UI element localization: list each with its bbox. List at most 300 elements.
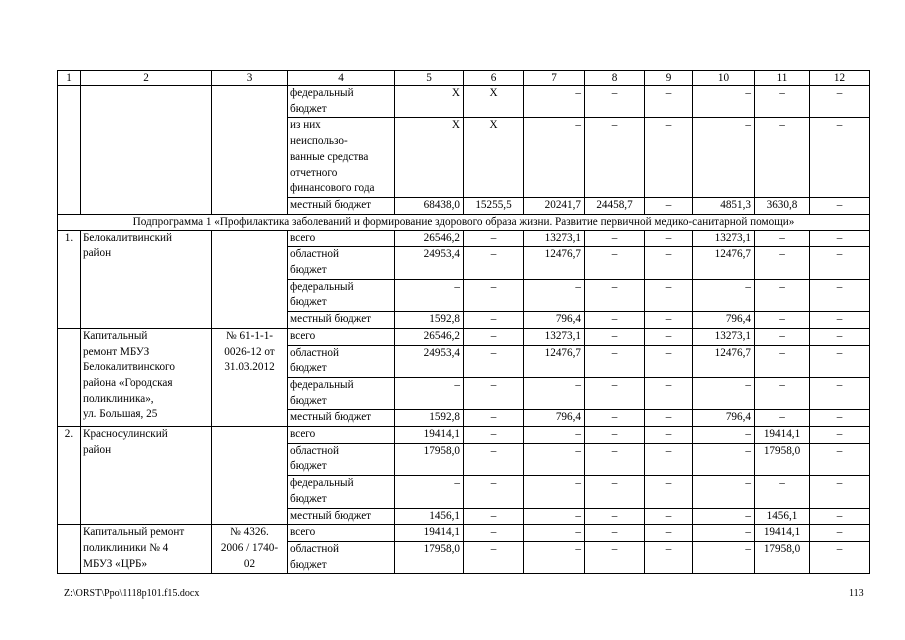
funding-source-cell <box>288 443 395 475</box>
value-cell <box>464 279 524 311</box>
value-cell <box>464 525 524 542</box>
funding-source-label: местный бюджет <box>290 313 372 326</box>
funding-source-label: областной <box>290 542 339 555</box>
value-text: – <box>665 280 672 293</box>
value-text: – <box>836 542 843 555</box>
value-cell <box>585 508 645 525</box>
value-text: 17958,0 <box>423 542 460 555</box>
value-cell <box>693 476 755 508</box>
value-cell <box>755 410 810 427</box>
value-cell <box>464 345 524 377</box>
value-text: – <box>745 428 751 441</box>
object-name-cell <box>81 525 212 574</box>
value-cell <box>395 377 464 409</box>
value-text: 13273,1 <box>714 329 751 342</box>
value-cell <box>755 230 810 247</box>
value-text: – <box>665 346 672 359</box>
value-cell <box>395 476 464 508</box>
value-text: – <box>779 280 785 293</box>
value-cell <box>810 345 870 377</box>
document-cell <box>212 525 288 574</box>
value-text: – <box>779 313 785 326</box>
value-cell <box>585 312 645 329</box>
value-cell <box>524 476 585 508</box>
value-text: – <box>575 509 581 522</box>
funding-source-label: бюджет <box>290 102 327 115</box>
value-cell <box>693 118 755 198</box>
value-cell <box>693 312 755 329</box>
value-cell <box>464 230 524 247</box>
value-text: 17958,0 <box>763 542 801 555</box>
value-text: – <box>575 526 581 539</box>
value-text: – <box>490 280 497 293</box>
value-text: – <box>490 346 497 359</box>
object-name-line: район <box>83 443 112 456</box>
value-text: 24953,4 <box>423 346 460 359</box>
value-text: – <box>490 477 497 490</box>
value-cell <box>464 508 524 525</box>
value-text: – <box>745 378 751 391</box>
row-number-cell: 2. <box>58 427 81 525</box>
table-row <box>58 427 870 444</box>
value-text: – <box>575 428 581 441</box>
funding-source-cell <box>288 525 395 542</box>
value-cell <box>524 525 585 542</box>
value-cell <box>645 312 693 329</box>
funding-source-label: бюджет <box>290 558 327 571</box>
funding-source-label: областной <box>290 444 339 457</box>
value-cell <box>645 410 693 427</box>
value-cell <box>524 279 585 311</box>
value-text: 796,4 <box>555 411 581 424</box>
value-text: – <box>665 329 672 342</box>
value-text: 1592,8 <box>429 313 460 326</box>
object-name-line: поликлиника», <box>83 392 154 405</box>
value-cell <box>645 328 693 345</box>
value-cell <box>585 86 645 118</box>
value-text: – <box>490 509 497 522</box>
value-text: – <box>454 280 460 293</box>
value-cell <box>524 427 585 444</box>
value-text: – <box>611 329 618 342</box>
object-name-line: ремонт МБУЗ <box>83 345 150 358</box>
funding-source-label: областной <box>290 248 339 261</box>
funding-source-cell <box>288 328 395 345</box>
object-name-line: ул. Большая, 25 <box>83 408 158 421</box>
value-cell <box>810 377 870 409</box>
row-number-cell <box>58 525 81 574</box>
value-cell <box>755 443 810 475</box>
value-cell <box>585 377 645 409</box>
value-cell <box>755 508 810 525</box>
value-cell <box>810 541 870 573</box>
value-text: – <box>575 444 581 457</box>
value-text: – <box>779 248 785 261</box>
value-text: – <box>490 411 497 424</box>
value-text: – <box>665 526 672 539</box>
value-cell <box>810 427 870 444</box>
column-number: 11 <box>755 71 810 86</box>
value-text: 1592,8 <box>429 411 460 424</box>
value-cell <box>693 279 755 311</box>
value-cell <box>464 118 524 198</box>
funding-source-label: бюджет <box>290 362 327 375</box>
value-text: 12476,7 <box>544 248 581 261</box>
value-cell <box>395 279 464 311</box>
funding-source-cell <box>288 476 395 508</box>
value-cell <box>524 86 585 118</box>
value-text: 26546,2 <box>423 231 460 244</box>
value-text: – <box>836 231 843 244</box>
value-text: 796,4 <box>725 313 751 326</box>
value-text: – <box>611 231 618 244</box>
value-text: – <box>745 509 751 522</box>
value-cell <box>395 197 464 214</box>
value-text: – <box>836 198 843 211</box>
value-cell <box>395 312 464 329</box>
value-cell <box>524 230 585 247</box>
value-cell <box>645 541 693 573</box>
value-cell <box>810 230 870 247</box>
value-cell <box>585 230 645 247</box>
value-text: – <box>665 411 672 424</box>
value-cell <box>645 230 693 247</box>
value-cell <box>810 525 870 542</box>
value-text: – <box>611 509 618 522</box>
value-cell <box>693 410 755 427</box>
value-cell <box>524 410 585 427</box>
value-cell <box>524 377 585 409</box>
value-text: 17958,0 <box>763 444 801 457</box>
value-text: – <box>611 477 618 490</box>
value-cell <box>645 476 693 508</box>
value-text: – <box>665 428 672 441</box>
value-text: – <box>665 231 672 244</box>
funding-source-label: бюджет <box>290 394 327 407</box>
value-cell <box>585 328 645 345</box>
value-cell <box>395 345 464 377</box>
value-cell <box>693 247 755 279</box>
value-cell <box>645 86 693 118</box>
funding-source-label: всего <box>290 526 316 539</box>
value-cell <box>810 197 870 214</box>
value-cell <box>464 328 524 345</box>
column-number: 2 <box>81 71 212 86</box>
value-cell <box>645 279 693 311</box>
column-number: 8 <box>585 71 645 86</box>
value-text: – <box>836 329 843 342</box>
value-cell <box>524 197 585 214</box>
value-cell <box>693 230 755 247</box>
value-cell <box>810 279 870 311</box>
value-cell <box>645 443 693 475</box>
value-text: – <box>745 526 751 539</box>
funding-source-label: федеральный <box>290 477 354 490</box>
funding-source-label: местный бюджет <box>290 509 372 522</box>
value-cell <box>755 86 810 118</box>
value-text: – <box>745 280 751 293</box>
value-cell <box>755 427 810 444</box>
funding-source-cell <box>288 410 395 427</box>
funding-source-cell <box>288 247 395 279</box>
funding-source-label: федеральный <box>290 378 354 391</box>
value-text: – <box>779 329 785 342</box>
value-text: – <box>454 378 460 391</box>
document-path: Z:\ORST\Ppo\1118p101.f15.docx <box>64 588 200 599</box>
value-text: 19414,1 <box>763 428 801 441</box>
value-cell <box>464 541 524 573</box>
value-cell <box>464 443 524 475</box>
value-text: Х <box>489 87 498 99</box>
value-cell <box>810 410 870 427</box>
value-text: – <box>611 428 618 441</box>
value-text: – <box>611 411 618 424</box>
document-cell <box>212 427 288 525</box>
value-text: 15255,5 <box>475 198 512 211</box>
value-cell <box>810 86 870 118</box>
budget-table <box>57 70 870 574</box>
value-text: – <box>836 248 843 261</box>
value-cell <box>755 541 810 573</box>
value-text: – <box>490 329 497 342</box>
value-text: – <box>836 87 843 99</box>
value-cell <box>524 541 585 573</box>
document-cell <box>212 328 288 426</box>
value-cell <box>395 443 464 475</box>
value-text: – <box>575 477 581 490</box>
column-number: 12 <box>810 71 870 86</box>
value-text: – <box>836 411 843 424</box>
value-text: – <box>490 542 497 555</box>
value-cell <box>395 525 464 542</box>
document-line: № 4326. <box>230 526 269 539</box>
value-text: Х <box>489 119 498 132</box>
value-text: 12476,7 <box>714 248 751 261</box>
column-number: 7 <box>524 71 585 86</box>
funding-source-cell <box>288 279 395 311</box>
value-text: – <box>490 231 497 244</box>
funding-source-label: бюджет <box>290 492 327 505</box>
value-cell <box>524 328 585 345</box>
value-text: – <box>665 542 672 555</box>
value-text: 17958,0 <box>423 444 460 457</box>
value-cell <box>395 508 464 525</box>
object-name-line: район <box>83 247 112 260</box>
value-text: 24458,7 <box>596 198 633 211</box>
value-text: – <box>490 248 497 261</box>
funding-source-label: местный бюджет <box>290 198 372 211</box>
value-cell <box>464 312 524 329</box>
value-text: – <box>836 280 843 293</box>
column-number-row <box>58 71 870 86</box>
value-cell <box>645 247 693 279</box>
column-number: 4 <box>288 71 395 86</box>
value-cell <box>810 247 870 279</box>
value-text: – <box>611 248 618 261</box>
value-cell <box>810 312 870 329</box>
value-cell <box>645 345 693 377</box>
value-cell <box>755 247 810 279</box>
object-name-cell <box>81 427 212 525</box>
value-text: – <box>611 119 618 132</box>
value-cell <box>395 427 464 444</box>
value-cell <box>645 427 693 444</box>
value-cell <box>585 427 645 444</box>
funding-source-label: неиспользо- <box>290 135 348 148</box>
value-text: – <box>665 313 672 326</box>
value-cell <box>464 86 524 118</box>
value-cell <box>755 476 810 508</box>
table-body <box>58 71 870 574</box>
value-cell <box>810 508 870 525</box>
value-text: 12476,7 <box>714 346 751 359</box>
value-cell <box>464 476 524 508</box>
value-text: 13273,1 <box>544 329 581 342</box>
value-cell <box>585 345 645 377</box>
funding-source-cell <box>288 345 395 377</box>
value-cell <box>755 312 810 329</box>
page-number: 113 <box>849 588 864 599</box>
value-cell <box>464 197 524 214</box>
value-text: – <box>745 87 751 99</box>
value-cell <box>395 118 464 198</box>
table-row <box>58 86 870 118</box>
value-cell <box>755 525 810 542</box>
document-line: 0026-12 от <box>224 345 275 358</box>
value-cell <box>524 508 585 525</box>
row-number-cell <box>58 86 81 215</box>
value-cell <box>693 541 755 573</box>
column-number: 6 <box>464 71 524 86</box>
funding-source-label: областной <box>290 346 339 359</box>
value-text: – <box>665 509 672 522</box>
value-text: 68438,0 <box>423 198 460 211</box>
funding-source-label: всего <box>290 428 316 441</box>
funding-source-label: из них <box>290 119 321 132</box>
value-text: – <box>779 119 785 132</box>
value-text: 24953,4 <box>423 248 460 261</box>
value-cell <box>645 525 693 542</box>
object-name-line: поликлиники № 4 <box>83 541 169 554</box>
value-cell <box>464 247 524 279</box>
value-cell <box>693 377 755 409</box>
value-text: – <box>454 477 460 490</box>
value-text: – <box>575 87 581 99</box>
value-cell <box>810 443 870 475</box>
value-text: – <box>665 198 672 211</box>
funding-source-cell <box>288 86 395 118</box>
document-line: 2006 / 1740- <box>220 541 279 554</box>
value-text: – <box>665 477 672 490</box>
value-text: – <box>575 119 581 132</box>
value-cell <box>524 312 585 329</box>
funding-source-label: местный бюджет <box>290 411 372 424</box>
value-text: 20241,7 <box>544 198 581 211</box>
funding-source-label: всего <box>290 231 316 244</box>
object-name-line: района «Городская <box>83 376 173 389</box>
value-text: – <box>745 542 751 555</box>
document-line: № 61-1-1- <box>225 329 274 342</box>
funding-source-cell <box>288 377 395 409</box>
funding-source-label: бюджет <box>290 460 327 473</box>
value-text: – <box>745 444 751 457</box>
value-text: 19414,1 <box>423 526 460 539</box>
value-text: – <box>575 280 581 293</box>
value-text: 13273,1 <box>714 231 751 244</box>
funding-source-label: ванные средства <box>290 150 369 163</box>
document-line: 31.03.2012 <box>224 361 275 374</box>
column-number: 3 <box>212 71 288 86</box>
value-text: – <box>611 444 618 457</box>
value-text: – <box>490 428 497 441</box>
value-text: – <box>779 346 785 359</box>
value-cell <box>755 328 810 345</box>
value-cell <box>693 86 755 118</box>
value-cell <box>524 345 585 377</box>
value-text: 796,4 <box>555 313 581 326</box>
value-text: – <box>779 231 785 244</box>
document-cell <box>212 230 288 328</box>
value-text: – <box>611 542 618 555</box>
value-text: 3630,8 <box>766 198 798 211</box>
value-text: – <box>836 428 843 441</box>
value-text: – <box>665 444 672 457</box>
subprogram-title: Подпрограмма 1 «Профилактика заболеваний и формирование здорового образа жизни. Развитие первичной медико-санитарной помощи» <box>58 214 870 230</box>
funding-source-cell <box>288 427 395 444</box>
subprogram-row <box>58 214 870 230</box>
value-cell <box>585 197 645 214</box>
value-cell <box>585 525 645 542</box>
value-text: – <box>836 477 843 490</box>
value-cell <box>693 508 755 525</box>
value-text: – <box>575 378 581 391</box>
value-text: – <box>490 444 497 457</box>
name-cell <box>81 86 212 215</box>
value-text: – <box>836 378 843 391</box>
column-number: 5 <box>395 71 464 86</box>
value-text: 13273,1 <box>544 231 581 244</box>
value-text: Х <box>451 87 460 99</box>
value-text: – <box>779 378 785 391</box>
value-cell <box>395 328 464 345</box>
value-text: – <box>836 119 843 132</box>
value-text: – <box>665 119 672 132</box>
value-cell <box>585 443 645 475</box>
value-text: 796,4 <box>725 411 751 424</box>
value-text: – <box>665 378 672 391</box>
value-text: – <box>611 280 618 293</box>
value-text: – <box>611 87 618 99</box>
value-cell <box>755 345 810 377</box>
value-cell <box>645 377 693 409</box>
funding-source-label: бюджет <box>290 264 327 277</box>
object-name-cell <box>81 328 212 426</box>
value-cell <box>585 410 645 427</box>
value-cell <box>395 541 464 573</box>
funding-source-label: всего <box>290 329 316 342</box>
funding-source-cell <box>288 197 395 214</box>
column-number: 1 <box>58 71 81 86</box>
value-text: – <box>490 313 497 326</box>
value-cell <box>524 118 585 198</box>
value-text: 1456,1 <box>429 509 460 522</box>
value-cell <box>464 410 524 427</box>
table-row <box>58 328 870 345</box>
value-text: – <box>836 346 843 359</box>
value-text: – <box>665 248 672 261</box>
value-text: 26546,2 <box>423 329 460 342</box>
column-number: 10 <box>693 71 755 86</box>
